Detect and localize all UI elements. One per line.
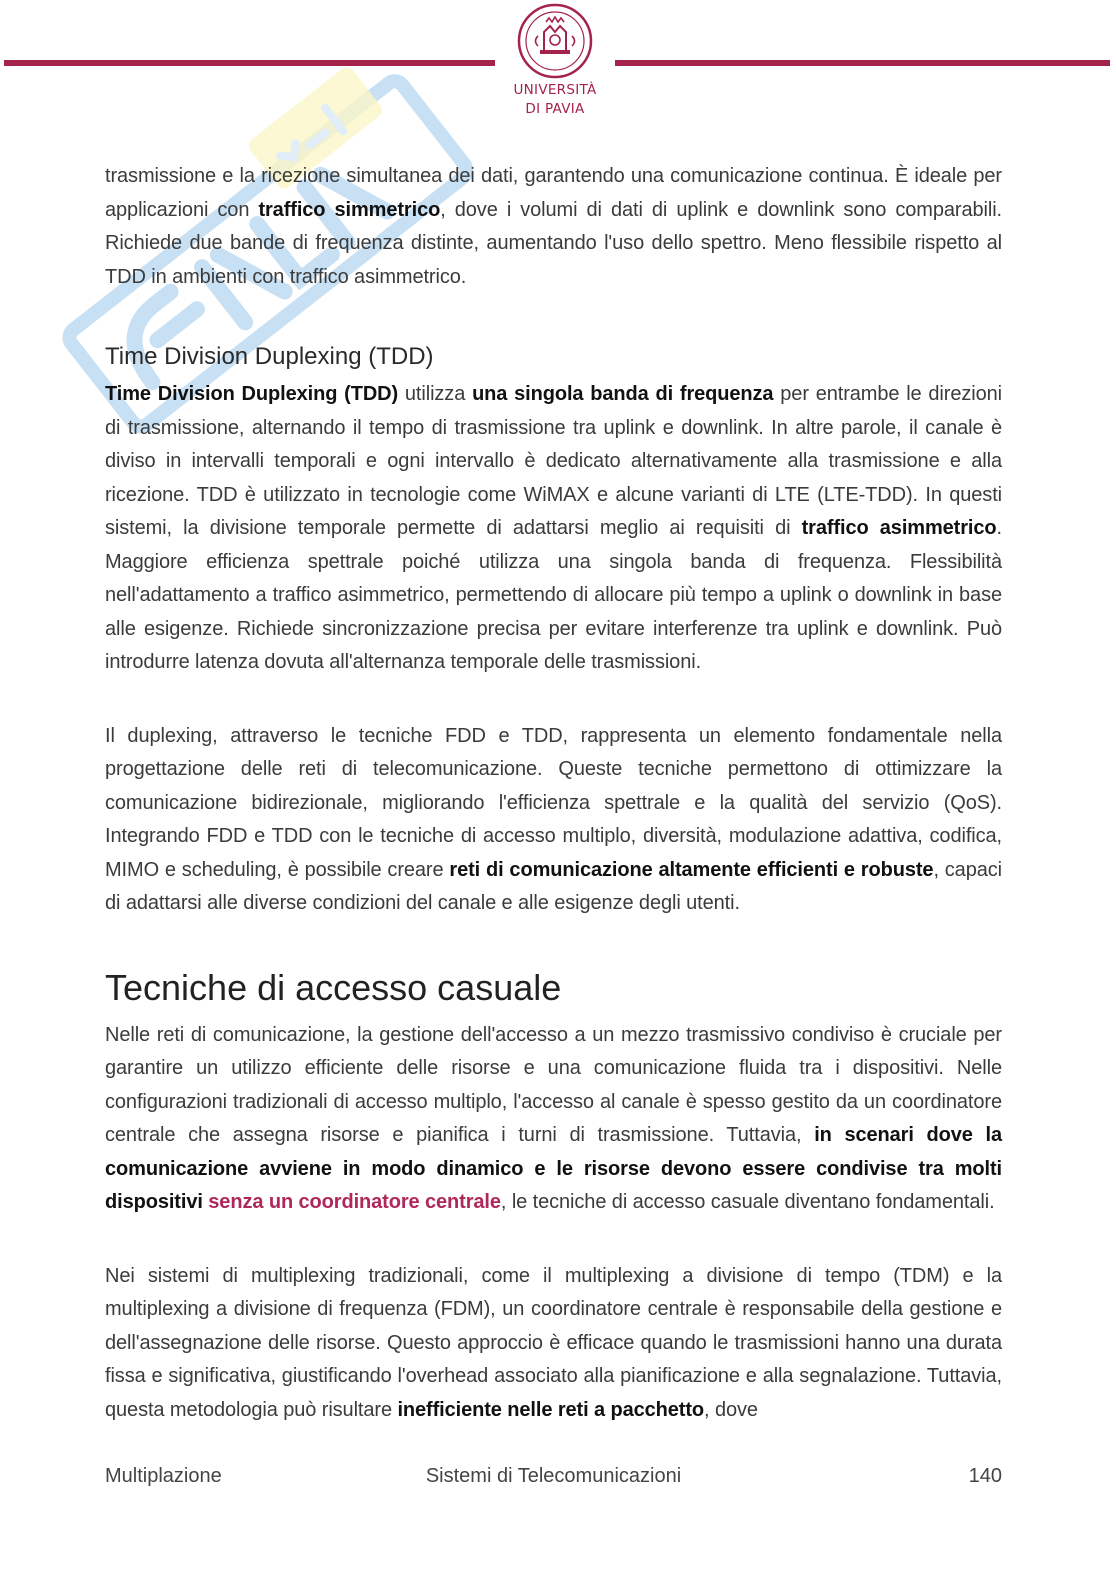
university-logo [495, 0, 615, 125]
text-run: . Maggiore efficienza spettrale poiché utilizza una singola banda di frequenza. Flessibilità nell'adattamento a traffico asimmetrico, permettendo di allocare più tempo a uplink o downlink in base alle esigenze. Richiede sincronizzazione precisa per evitare interferenze tra uplink e downlink. Può introdurre latenza dovuta all'alternanza temporale delle trasmissioni. [105, 517, 1002, 673]
page-content [105, 160, 1002, 1427]
bold-emphasis: in scenari dove la comunicazione avviene in modo dinamico e le risorse devono essere condivise tra molti dispositivi [105, 1124, 1003, 1213]
text-run: Il duplexing, attraverso le tecniche FDD e TDD, rappresenta un elemento fondamentale nella progettazione delle reti di telecomunicazione. Queste tecniche permettono di ottimizzare la comunicazione bidirezionale, migliorando l'efficienza spettrale e la qualità del servizio (QoS). Integrando FDD e TDD con le tecniche di accesso multiplo, diversità, modulazione adattiva, codifica, MIMO e scheduling, è possibile creare [105, 724, 1002, 881]
text-run: , dove [704, 1398, 758, 1421]
text-run: Nei sistemi di multiplexing tradizionali, come il multiplexing a divisione di tempo (TDM) e la multiplexing a divisione di frequenza (FDM), un coordinatore centrale è responsabile della gestione e dell'assegnazione delle risorse. Questo approccio è efficace quando le trasmissioni hanno una durata fissa e significativa, giustificando l'overhead associato alla pianificazione e alla segnalazione. Tuttavia, questa metodologia può risultare [105, 1264, 1002, 1421]
paragraph-tdd [105, 378, 1002, 680]
paragraph-accesso-intro [105, 1019, 1002, 1220]
text-run: , le tecniche di accesso casuale diventano fondamentali. [500, 1191, 995, 1213]
text-run: trasmissione e la ricezione simultanea dei dati, garantendo una comunicazione continua. È ideale per applicazioni con [105, 165, 1002, 221]
bold-emphasis: inefficiente nelle reti a pacchetto [397, 1398, 705, 1421]
section-heading-tdd: Time Division Duplexing (TDD) [105, 343, 434, 370]
footer-course-title: Sistemi di Telecomunicazioni [425, 1465, 682, 1487]
bold-emphasis: traffico asimmetrico [801, 517, 997, 539]
text-run: per entrambe le direzioni di trasmissione, alternando il tempo di trasmissione tra uplink e downlink. In altre parole, il canale è diviso in intervalli temporali e ogni intervallo è dedicato alternativamente alla trasmissione e alla ricezione. TDD è utilizzato in tecnologie come WiMAX e alcune varianti di LTE (LTE-TDD). In questi sistemi, la divisione temporale permette di adattarsi meglio ai requisiti di [105, 383, 1002, 539]
footer-chapter: Multiplazione [105, 1465, 222, 1487]
university-name-line1: UNIVERSITÀ [513, 82, 597, 98]
text-run: , dove i volumi di dati di uplink e downlink sono comparabili. Richiede due bande di frequenza distinte, aumentando l'uso dello spettro. Meno flessibile rispetto al TDD in ambienti con traffico asimmetrico. [105, 198, 1003, 288]
text-run: utilizza [398, 383, 473, 405]
section-heading-accesso-casuale: Tecniche di accesso casuale [105, 966, 562, 1008]
paragraph-fdd-end [105, 160, 1002, 294]
header-rule-left [4, 60, 504, 66]
page-number: 140 [968, 1465, 1002, 1487]
text-run: , capaci di adattarsi alle diverse condizioni del canale e alle esigenze degli utenti. [105, 858, 1002, 914]
university-name-line2: DI PAVIA [525, 101, 585, 117]
bold-emphasis: Time Division Duplexing (TDD) [105, 383, 399, 405]
bold-emphasis: traffico simmetrico [258, 198, 441, 221]
paragraph-multiplexing [105, 1260, 1002, 1428]
bold-emphasis: una singola banda di frequenza [472, 383, 774, 405]
accent-emphasis: senza un coordinatore centrale [208, 1191, 501, 1213]
paragraph-duplexing-summary [105, 720, 1002, 921]
header-rule-right [604, 60, 1110, 66]
university-seal-icon [516, 2, 594, 80]
page-footer [105, 1460, 1002, 1492]
bold-emphasis: reti di comunicazione altamente efficienti e robuste [449, 858, 934, 881]
text-run: Nelle reti di comunicazione, la gestione dell'accesso a un mezzo trasmissivo condiviso è cruciale per garantire un utilizzo efficiente delle risorse e una comunicazione fluida tra i dispositivi. Nelle configurazioni tradizionali di accesso multiplo, l'accesso al canale è spesso gestito da un coordinatore centrale che assegna risorse e pianifica i turni di trasmissione. Tuttavia, [105, 1023, 1002, 1146]
